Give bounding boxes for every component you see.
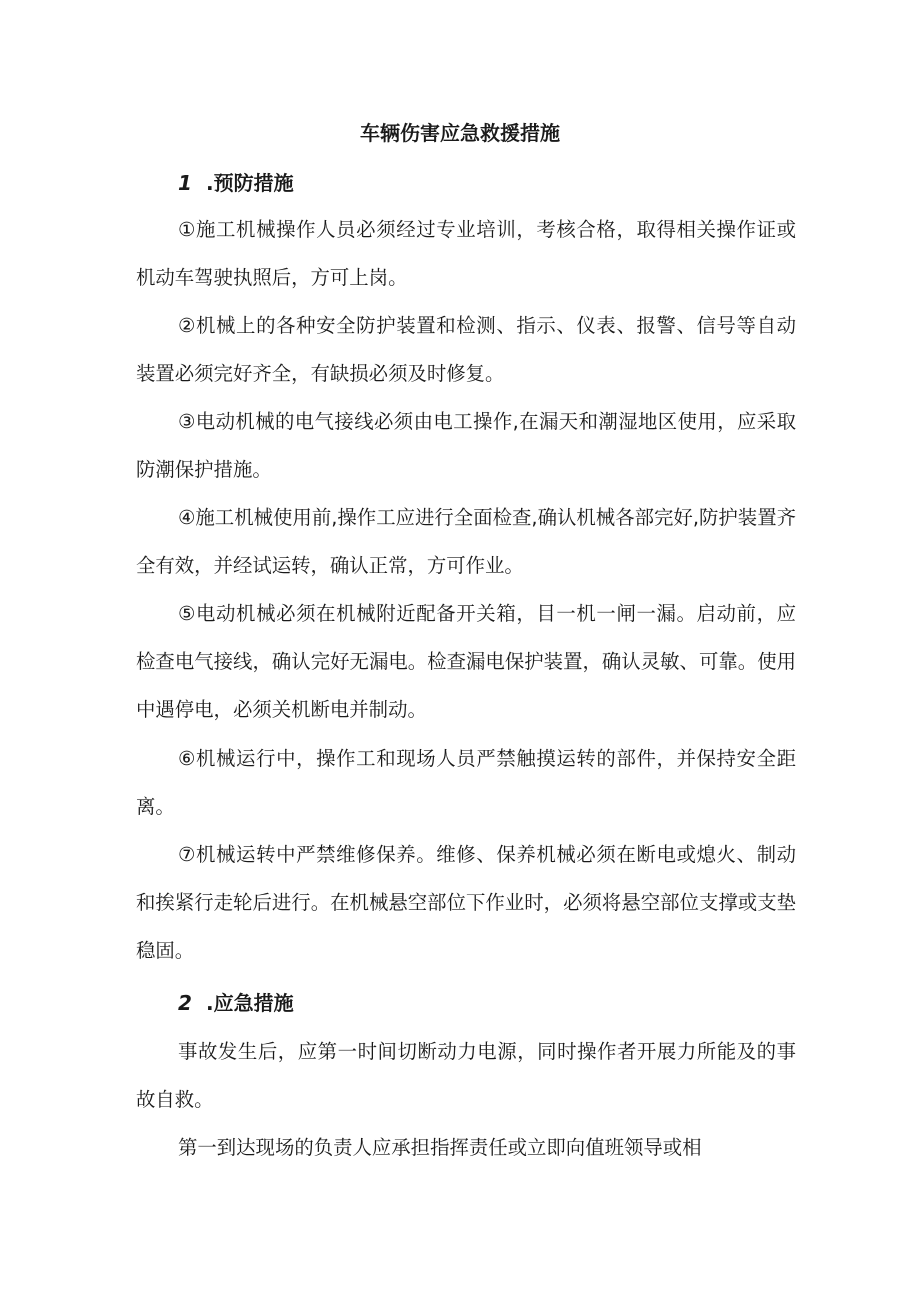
paragraph: 事故发生后，应第一时间切断动力电源，同时操作者开展力所能及的事故自救。 [136, 1040, 796, 1111]
paragraph: ⑤电动机械必须在机械附近配备开关箱，目一机一闸一漏。启动前，应检查电气接线，确认完好无漏电。检查漏电保护装置，确认灵敏、可靠。使用中遇停电，必须关机断电并制动。 [136, 602, 796, 721]
section-heading-text: .预防措施 [206, 171, 294, 195]
paragraph: 第一到达现场的负责人应承担指挥责任或立即向值班领导或相 [178, 1136, 702, 1159]
paragraph: ①施工机械操作人员必须经过专业培训，考核合格，取得相关操作证或机动车驾驶执照后，方可上岗。 [136, 218, 796, 289]
paragraph: ⑥机械运行中，操作工和现场人员严禁触摸运转的部件，并保持安全距离。 [136, 747, 796, 818]
section-heading-prevention [178, 168, 294, 198]
paragraph: ⑦机械运转中严禁维修保养。维修、保养机械必须在断电或熄火、制动和挨紧行走轮后进行。在机械悬空部位下作业时，必须将悬空部位支撑或支垫稳固。 [136, 843, 796, 962]
document-title: 车辆伤害应急救援措施 [360, 121, 560, 145]
paragraph: ③电动机械的电气接线必须由电工操作,在漏天和潮湿地区使用，应采取防潮保护措施。 [136, 410, 796, 481]
section-number: 1 [178, 171, 192, 195]
section-number: 2 [178, 991, 192, 1015]
paragraph: ②机械上的各种安全防护装置和检测、指示、仪表、报警、信号等自动装置必须完好齐全，有缺损必须及时修复。 [136, 314, 796, 385]
paragraph: ④施工机械使用前,操作工应进行全面检查,确认机械各部完好,防护装置齐全有效，并经试运转，确认正常，方可作业。 [136, 506, 796, 577]
section-heading-emergency [178, 988, 294, 1018]
section-heading-text: .应急措施 [206, 991, 294, 1015]
